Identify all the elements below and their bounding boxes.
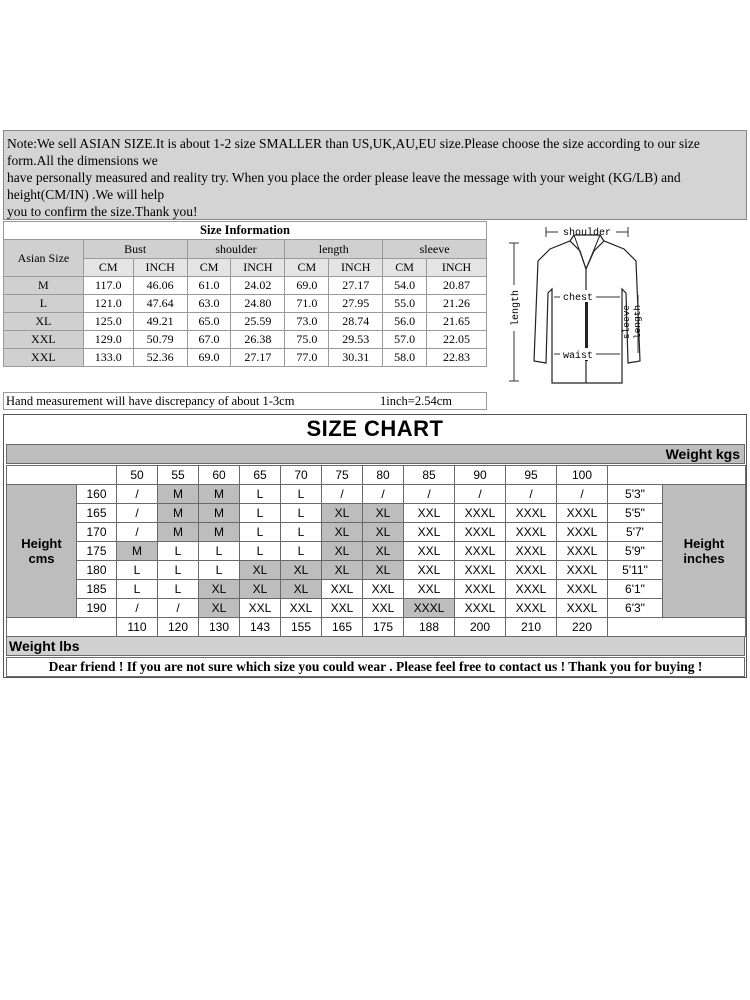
note-line: you to confirm the size.Thank you!	[7, 204, 198, 219]
size-cell: XXL	[322, 580, 363, 599]
weight-kgs-header: Weight kgs	[6, 444, 745, 464]
height-cm-cell: 165	[77, 504, 117, 523]
measurement-cell: 63.0	[187, 295, 231, 313]
note-line: height(CM/IN) .We will help	[7, 187, 165, 202]
kg-header: 90	[455, 466, 506, 485]
size-cell: XXXL	[557, 599, 608, 618]
height-cm-cell: 175	[77, 542, 117, 561]
size-cell: XXXL	[506, 542, 557, 561]
size-cell: XL	[240, 561, 281, 580]
measurement-cell: 24.02	[231, 277, 285, 295]
measurement-cell: 46.06	[133, 277, 187, 295]
size-cell: XXL	[281, 599, 322, 618]
measurement-cell: 75.0	[285, 331, 329, 349]
measurement-note	[3, 392, 487, 410]
size-cell: XL	[363, 561, 404, 580]
height-inches-label	[663, 485, 746, 618]
measurement-cell: 121.0	[83, 295, 133, 313]
kg-header: 100	[557, 466, 608, 485]
size-cell: XXXL	[455, 580, 506, 599]
height-cms-text: Height	[21, 536, 62, 551]
size-cell: M	[199, 485, 240, 504]
size-cell: XXXL	[455, 542, 506, 561]
size-cell: M	[4, 277, 84, 295]
size-cell: XL	[363, 504, 404, 523]
size-cell: XXL	[4, 349, 84, 367]
size-info-row	[4, 331, 487, 349]
size-info-title: Size Information	[4, 222, 487, 240]
measurement-cell: 20.87	[427, 277, 487, 295]
size-chart-row	[7, 542, 746, 561]
size-cell: XXL	[240, 599, 281, 618]
kg-header: 70	[281, 466, 322, 485]
bust-header: Bust	[83, 240, 187, 259]
kg-header: 60	[199, 466, 240, 485]
size-information-table	[3, 221, 487, 367]
measurement-cell: 69.0	[285, 277, 329, 295]
size-cell: XL	[322, 504, 363, 523]
measurement-cell: 73.0	[285, 313, 329, 331]
size-cell: XXXL	[557, 523, 608, 542]
size-cell: XXXL	[557, 504, 608, 523]
size-cell: XL	[240, 580, 281, 599]
unit-header: INCH	[427, 259, 487, 277]
size-cell: L	[117, 580, 158, 599]
size-cell: XXL	[322, 599, 363, 618]
measurement-cell: 117.0	[83, 277, 133, 295]
size-chart-row	[7, 485, 746, 504]
measurement-cell: 55.0	[383, 295, 427, 313]
size-cell: XXL	[363, 599, 404, 618]
height-cm-cell: 160	[77, 485, 117, 504]
size-cell: XL	[322, 542, 363, 561]
measurement-cell: 47.64	[133, 295, 187, 313]
measurement-cell: 24.80	[231, 295, 285, 313]
size-cell: L	[281, 504, 322, 523]
size-cell: L	[240, 542, 281, 561]
size-cell: /	[506, 485, 557, 504]
size-cell: L	[158, 542, 199, 561]
size-info-row	[4, 349, 487, 367]
lbs-cell: 155	[281, 618, 322, 637]
size-cell: XXL	[404, 504, 455, 523]
unit-header: CM	[187, 259, 231, 277]
measurement-cell: 58.0	[383, 349, 427, 367]
lbs-cell: 165	[322, 618, 363, 637]
contact-message: Dear friend ! If you are not sure which size you could wear . Please feel free to contact us ! Thank you for buying !	[6, 657, 745, 677]
measurement-cell: 27.17	[329, 277, 383, 295]
measurement-cell: 49.21	[133, 313, 187, 331]
size-cell: XL	[322, 561, 363, 580]
note-line: Note:We sell ASIAN SIZE.It is about 1-2 size SMALLER than US,UK,AU,EU size.Please choose the size according to our size	[7, 136, 700, 151]
size-info-row	[4, 277, 487, 295]
size-cell: /	[404, 485, 455, 504]
unit-header: CM	[83, 259, 133, 277]
size-info-row	[4, 313, 487, 331]
measurement-cell: 129.0	[83, 331, 133, 349]
size-cell: XXL	[404, 542, 455, 561]
size-chart-row	[7, 599, 746, 618]
measurement-cell: 27.17	[231, 349, 285, 367]
measurement-cell: 125.0	[83, 313, 133, 331]
size-chart-row	[7, 523, 746, 542]
size-cell: /	[117, 599, 158, 618]
lbs-cell: 210	[506, 618, 557, 637]
lbs-cell: 120	[158, 618, 199, 637]
size-cell: XXL	[404, 580, 455, 599]
corner-cell	[7, 618, 117, 637]
measurement-cell: 133.0	[83, 349, 133, 367]
size-cell: L	[240, 523, 281, 542]
measurement-cell: 69.0	[187, 349, 231, 367]
size-cell: /	[117, 523, 158, 542]
size-cell: /	[455, 485, 506, 504]
height-inch-cell: 5'3"	[608, 485, 663, 504]
height-inch-cell: 6'3"	[608, 599, 663, 618]
note-line: have personally measured and reality try. When you place the order please leave the message with your weight (KG/LB) and	[7, 170, 681, 185]
height-inch-cell: 5'7'	[608, 523, 663, 542]
size-cell: M	[158, 504, 199, 523]
sleeve-header: sleeve	[383, 240, 487, 259]
size-cell: XXXL	[506, 580, 557, 599]
height-inch-cell: 5'11"	[608, 561, 663, 580]
measurement-cell: 22.05	[427, 331, 487, 349]
size-cell: M	[117, 542, 158, 561]
height-inch-cell: 5'5"	[608, 504, 663, 523]
measurement-cell: 29.53	[329, 331, 383, 349]
height-cm-cell: 170	[77, 523, 117, 542]
size-chart-title: SIZE CHART	[306, 416, 444, 441]
measurement-cell: 21.26	[427, 295, 487, 313]
size-cell: /	[117, 485, 158, 504]
measurement-cell: 28.74	[329, 313, 383, 331]
size-cell: XXL	[404, 561, 455, 580]
shoulder-label: shoulder	[562, 228, 612, 239]
sleeve-label: sleeve	[621, 304, 632, 340]
size-cell: XL	[199, 599, 240, 618]
size-cell: L	[158, 580, 199, 599]
lbs-cell: 110	[117, 618, 158, 637]
size-chart-row	[7, 561, 746, 580]
size-cell: /	[557, 485, 608, 504]
shirt-icon	[488, 221, 747, 389]
size-cell: XL	[363, 523, 404, 542]
size-cell: XXL	[363, 580, 404, 599]
size-cell: XL	[363, 542, 404, 561]
size-cell: /	[363, 485, 404, 504]
size-cell: XXXL	[506, 523, 557, 542]
height-inches-text: inches	[683, 551, 725, 566]
size-cell: XXXL	[455, 561, 506, 580]
corner-cell	[608, 618, 746, 637]
size-cell: L	[281, 485, 322, 504]
measurement-cell: 22.83	[427, 349, 487, 367]
size-cell: XXL	[4, 331, 84, 349]
size-cell: XXXL	[404, 599, 455, 618]
kg-header: 75	[322, 466, 363, 485]
chest-label: chest	[562, 293, 594, 304]
size-cell: L	[4, 295, 84, 313]
size-cell: L	[281, 542, 322, 561]
size-cell: L	[158, 561, 199, 580]
measurement-cell: 56.0	[383, 313, 427, 331]
asian-size-header: Asian Size	[4, 240, 84, 277]
size-chart-grid	[6, 465, 746, 637]
measurement-cell: 21.65	[427, 313, 487, 331]
size-cell: XXXL	[557, 580, 608, 599]
lbs-cell: 130	[199, 618, 240, 637]
measurement-cell: 26.38	[231, 331, 285, 349]
size-cell: M	[158, 485, 199, 504]
measurement-cell: 52.36	[133, 349, 187, 367]
lbs-cell: 188	[404, 618, 455, 637]
corner-cell	[608, 466, 746, 485]
kg-header: 95	[506, 466, 557, 485]
height-cms-text: cms	[28, 551, 55, 566]
shirt-measurement-diagram	[488, 221, 747, 389]
unit-header: CM	[383, 259, 427, 277]
measurement-cell: 27.95	[329, 295, 383, 313]
size-cell: /	[117, 504, 158, 523]
measurement-cell: 65.0	[187, 313, 231, 331]
height-cm-cell: 185	[77, 580, 117, 599]
kg-header: 65	[240, 466, 281, 485]
discrepancy-text: Hand measurement will have discrepancy of about 1-3cm	[6, 394, 295, 408]
height-cm-cell: 190	[77, 599, 117, 618]
height-inch-cell: 5'9"	[608, 542, 663, 561]
size-cell: M	[199, 523, 240, 542]
measurement-cell: 61.0	[187, 277, 231, 295]
size-cell: L	[199, 542, 240, 561]
unit-header: CM	[285, 259, 329, 277]
waist-label: waist	[562, 351, 594, 362]
lbs-cell: 175	[363, 618, 404, 637]
measurement-cell: 67.0	[187, 331, 231, 349]
height-inch-cell: 6'1"	[608, 580, 663, 599]
size-cell: XL	[281, 561, 322, 580]
unit-header: INCH	[231, 259, 285, 277]
kg-header: 50	[117, 466, 158, 485]
lbs-cell: 143	[240, 618, 281, 637]
size-cell: XL	[4, 313, 84, 331]
size-cell: /	[322, 485, 363, 504]
lbs-cell: 200	[455, 618, 506, 637]
measurement-cell: 50.79	[133, 331, 187, 349]
size-chart-row	[7, 504, 746, 523]
size-cell: XL	[281, 580, 322, 599]
kg-header: 55	[158, 466, 199, 485]
kg-header: 80	[363, 466, 404, 485]
size-info-row	[4, 295, 487, 313]
measurement-cell: 57.0	[383, 331, 427, 349]
size-cell: M	[158, 523, 199, 542]
size-cell: /	[158, 599, 199, 618]
size-cell: XXXL	[557, 542, 608, 561]
note-line: form.All the dimensions we	[7, 153, 158, 168]
measurement-cell: 77.0	[285, 349, 329, 367]
measurement-cell: 30.31	[329, 349, 383, 367]
size-chart-row	[7, 580, 746, 599]
height-inches-text: Height	[683, 536, 725, 551]
measurement-cell: 71.0	[285, 295, 329, 313]
kg-header: 85	[404, 466, 455, 485]
height-cm-cell: 180	[77, 561, 117, 580]
length-header: length	[285, 240, 383, 259]
size-cell: L	[281, 523, 322, 542]
size-cell: XXXL	[506, 561, 557, 580]
shoulder-header: shoulder	[187, 240, 285, 259]
unit-header: INCH	[133, 259, 187, 277]
unit-header: INCH	[329, 259, 383, 277]
sleeve-length-label: length	[632, 304, 643, 340]
size-note	[3, 130, 747, 220]
size-cell: XXXL	[455, 599, 506, 618]
height-cms-label	[7, 485, 77, 618]
size-cell: XXXL	[506, 599, 557, 618]
inch-conversion-text: 1inch=2.54cm	[380, 394, 452, 408]
lbs-row	[7, 618, 746, 637]
size-cell: XL	[322, 523, 363, 542]
size-cell: XXL	[404, 523, 455, 542]
size-cell: XXXL	[557, 561, 608, 580]
measurement-cell: 25.59	[231, 313, 285, 331]
lbs-cell: 220	[557, 618, 608, 637]
weight-lbs-header: Weight lbs	[6, 636, 745, 656]
size-cell: XL	[199, 580, 240, 599]
size-cell: L	[240, 504, 281, 523]
size-cell: L	[199, 561, 240, 580]
measurement-cell: 54.0	[383, 277, 427, 295]
size-cell: M	[199, 504, 240, 523]
corner-cell	[7, 466, 117, 485]
size-cell: XXXL	[455, 523, 506, 542]
size-cell: XXXL	[455, 504, 506, 523]
size-cell: L	[117, 561, 158, 580]
size-cell: L	[240, 485, 281, 504]
length-label: length	[511, 289, 522, 327]
size-cell: XXXL	[506, 504, 557, 523]
